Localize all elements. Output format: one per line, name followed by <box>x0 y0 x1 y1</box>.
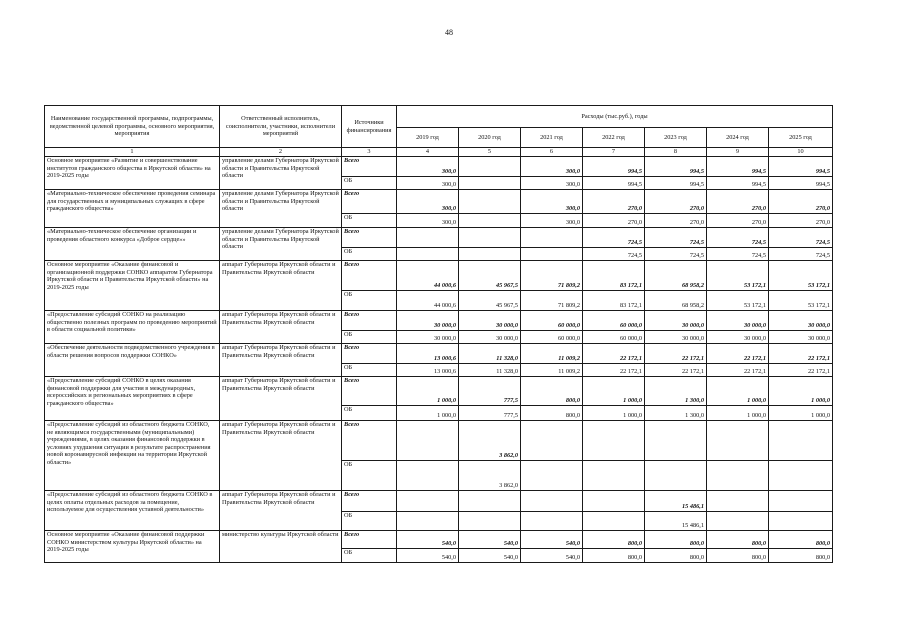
ob-value: 60 000,0 <box>521 331 583 344</box>
header-year: 2025 год <box>769 128 833 148</box>
ob-value: 724,5 <box>707 248 769 261</box>
ob-value: 71 809,2 <box>521 291 583 311</box>
table-row <box>45 157 833 177</box>
ob-value <box>583 461 645 491</box>
table-row <box>45 311 833 331</box>
table-row <box>45 261 833 291</box>
total-value: 83 172,1 <box>583 261 645 291</box>
row-responsible: аппарат Губернатора Иркутской области и Правительства Иркутской области <box>220 344 342 377</box>
ob-value: 777,5 <box>459 406 521 421</box>
total-value: 300,0 <box>521 157 583 177</box>
row-responsible: аппарат Губернатора Иркутской области и Правительства Иркутской области <box>220 261 342 311</box>
ob-value <box>707 512 769 531</box>
page-number: 48 <box>445 28 453 37</box>
ob-value: 15 486,1 <box>645 512 707 531</box>
total-value: 724,5 <box>707 228 769 248</box>
column-number: 4 <box>397 148 459 157</box>
ob-value: 30 000,0 <box>707 331 769 344</box>
column-number: 5 <box>459 148 521 157</box>
row-name: «Предоставление субсидий СОНКО в целях оказания финансовой поддержки для участия в международных, всероссийских и региональных мероприятиях в сфере гражданского общества» <box>45 377 220 421</box>
row-responsible: аппарат Губернатора Иркутской области и Правительства Иркутской области <box>220 311 342 344</box>
total-value <box>397 491 459 512</box>
ob-value: 53 172,1 <box>707 291 769 311</box>
total-value <box>459 491 521 512</box>
source-total-label: Всего <box>344 261 360 268</box>
source-total-label: Всего <box>344 190 360 197</box>
ob-value <box>645 461 707 491</box>
row-responsible: управление делами Губернатора Иркутской области и Правительства Иркутской области <box>220 157 342 190</box>
total-value: 11 009,2 <box>521 344 583 364</box>
ob-value: 13 000,6 <box>397 364 459 377</box>
source-ob: ОБ <box>342 331 397 344</box>
source-total-label: Всего <box>344 491 360 498</box>
source-ob: ОБ <box>342 461 397 491</box>
ob-value: 800,0 <box>707 549 769 563</box>
ob-value: 30 000,0 <box>459 331 521 344</box>
ob-value: 30 000,0 <box>397 331 459 344</box>
ob-value: 11 328,0 <box>459 364 521 377</box>
column-number: 10 <box>769 148 833 157</box>
ob-value <box>521 512 583 531</box>
total-value <box>583 491 645 512</box>
source-ob: ОБ <box>342 214 397 228</box>
total-value: 1 000,0 <box>769 377 833 406</box>
source-total <box>342 261 397 291</box>
column-number: 8 <box>645 148 707 157</box>
header-year: 2020 год <box>459 128 521 148</box>
ob-value <box>459 248 521 261</box>
total-value: 30 000,0 <box>707 311 769 331</box>
ob-value: 1 000,0 <box>769 406 833 421</box>
table-row <box>45 190 833 214</box>
source-total <box>342 491 397 512</box>
source-ob: ОБ <box>342 248 397 261</box>
table-row <box>45 531 833 549</box>
ob-value: 994,5 <box>583 177 645 190</box>
row-name: Основное мероприятие «Оказание финансовой и организационной поддержки СОНКО аппаратом Губернатора Иркутской области и Правительства Иркутской области» на 2019-2025 годы <box>45 261 220 311</box>
ob-value: 800,0 <box>583 549 645 563</box>
table-row <box>45 421 833 461</box>
total-value <box>583 421 645 461</box>
ob-value <box>769 512 833 531</box>
total-value: 30 000,0 <box>459 311 521 331</box>
ob-value: 540,0 <box>459 549 521 563</box>
total-value: 994,5 <box>583 157 645 177</box>
header-year: 2023 год <box>645 128 707 148</box>
source-total-label: Всего <box>344 531 360 538</box>
row-name: «Предоставление субсидий СОНКО на реализацию общественно полезных программ по проведению мероприятий в области социальной политики» <box>45 311 220 344</box>
ob-value <box>459 512 521 531</box>
total-value: 53 172,1 <box>707 261 769 291</box>
source-total-label: Всего <box>344 311 360 318</box>
table-row <box>45 491 833 512</box>
source-ob: ОБ <box>342 364 397 377</box>
header-source: Источники финансирования <box>342 106 397 148</box>
header-year: 2021 год <box>521 128 583 148</box>
source-total-label: Всего <box>344 157 360 164</box>
ob-value: 22 172,1 <box>707 364 769 377</box>
total-value: 1 000,0 <box>583 377 645 406</box>
total-value <box>707 491 769 512</box>
total-value: 800,0 <box>645 531 707 549</box>
total-value: 1 000,0 <box>707 377 769 406</box>
source-total <box>342 531 397 549</box>
total-value: 11 328,0 <box>459 344 521 364</box>
total-value: 13 000,6 <box>397 344 459 364</box>
total-value: 15 486,1 <box>645 491 707 512</box>
ob-value: 800,0 <box>521 406 583 421</box>
column-number: 1 <box>45 148 220 157</box>
budget-table <box>44 105 833 563</box>
ob-value: 44 000,6 <box>397 291 459 311</box>
total-value <box>769 421 833 461</box>
total-value: 270,0 <box>769 190 833 214</box>
total-value: 800,0 <box>707 531 769 549</box>
ob-value: 53 172,1 <box>769 291 833 311</box>
source-ob: ОБ <box>342 512 397 531</box>
ob-value: 800,0 <box>769 549 833 563</box>
source-total <box>342 157 397 177</box>
total-value: 300,0 <box>521 190 583 214</box>
ob-value: 994,5 <box>769 177 833 190</box>
total-value: 300,0 <box>397 157 459 177</box>
ob-value: 724,5 <box>583 248 645 261</box>
row-responsible: аппарат Губернатора Иркутской области и Правительства Иркутской области <box>220 377 342 421</box>
total-value: 724,5 <box>583 228 645 248</box>
ob-value: 22 172,1 <box>769 364 833 377</box>
ob-value: 3 862,0 <box>459 461 521 491</box>
total-value: 540,0 <box>397 531 459 549</box>
row-responsible: аппарат Губернатора Иркутской области и Правительства Иркутской области <box>220 491 342 531</box>
total-value: 60 000,0 <box>521 311 583 331</box>
ob-value <box>397 512 459 531</box>
column-number: 2 <box>220 148 342 157</box>
ob-value <box>397 248 459 261</box>
total-value: 1 300,0 <box>645 377 707 406</box>
total-value <box>769 491 833 512</box>
ob-value <box>707 461 769 491</box>
header-name: Наименование государственной программы, подпрограммы, ведомственной целевой программы, основного мероприятия, мероприятия <box>45 106 220 148</box>
total-value <box>521 421 583 461</box>
total-value <box>397 228 459 248</box>
total-value: 724,5 <box>769 228 833 248</box>
total-value: 30 000,0 <box>645 311 707 331</box>
total-value: 300,0 <box>397 190 459 214</box>
ob-value: 30 000,0 <box>769 331 833 344</box>
ob-value: 800,0 <box>645 549 707 563</box>
ob-value: 1 000,0 <box>707 406 769 421</box>
total-value: 994,5 <box>707 157 769 177</box>
column-number: 3 <box>342 148 397 157</box>
total-value <box>397 421 459 461</box>
ob-value <box>521 461 583 491</box>
row-name: Основное мероприятие «Оказание финансовой поддержки СОНКО министерством культуры Иркутской области» на 2019-2025 годы <box>45 531 220 563</box>
header-year: 2019 год <box>397 128 459 148</box>
total-value: 22 172,1 <box>645 344 707 364</box>
source-total-label: Всего <box>344 344 360 351</box>
total-value: 53 172,1 <box>769 261 833 291</box>
ob-value: 60 000,0 <box>583 331 645 344</box>
source-total <box>342 311 397 331</box>
ob-value: 270,0 <box>707 214 769 228</box>
row-name: «Предоставление субсидий из областного бюджета СОНКО в целях оплаты отдельных расходов за помещение, используемое для осуществления уставной деятельности» <box>45 491 220 531</box>
source-total <box>342 344 397 364</box>
total-value: 724,5 <box>645 228 707 248</box>
ob-value: 300,0 <box>521 214 583 228</box>
total-value: 68 958,2 <box>645 261 707 291</box>
ob-value: 22 172,1 <box>583 364 645 377</box>
column-number: 9 <box>707 148 769 157</box>
total-value: 30 000,0 <box>769 311 833 331</box>
total-value <box>521 228 583 248</box>
ob-value: 1 000,0 <box>397 406 459 421</box>
ob-value: 270,0 <box>645 214 707 228</box>
total-value: 44 000,6 <box>397 261 459 291</box>
total-value: 540,0 <box>459 531 521 549</box>
source-total-label: Всего <box>344 228 360 235</box>
row-name: «Предоставление субсидий из областного бюджета СОНКО, не являющимся государственными (муниципальными) учреждениями, в целях оказания финансовой поддержки в условиях ухудшения ситуации в результате распространения новой коронавирусной инфекции на территории Иркутской области» <box>45 421 220 491</box>
total-value: 270,0 <box>645 190 707 214</box>
ob-value: 300,0 <box>397 214 459 228</box>
table-row <box>45 377 833 406</box>
ob-value <box>397 461 459 491</box>
ob-value <box>459 177 521 190</box>
source-total-label: Всего <box>344 377 360 384</box>
header-year: 2022 год <box>583 128 645 148</box>
ob-value: 83 172,1 <box>583 291 645 311</box>
header-year: 2024 год <box>707 128 769 148</box>
total-value <box>521 491 583 512</box>
total-value: 270,0 <box>583 190 645 214</box>
total-value <box>707 421 769 461</box>
source-total <box>342 377 397 406</box>
ob-value: 270,0 <box>769 214 833 228</box>
ob-value: 994,5 <box>645 177 707 190</box>
ob-value: 724,5 <box>645 248 707 261</box>
row-name: «Обеспечение деятельности подведомственного учреждения в области решения вопросов поддержки СОНКО» <box>45 344 220 377</box>
total-value: 994,5 <box>645 157 707 177</box>
total-value: 71 809,2 <box>521 261 583 291</box>
ob-value: 1 000,0 <box>583 406 645 421</box>
row-responsible: министерство культуры Иркутской области <box>220 531 342 563</box>
source-ob: ОБ <box>342 406 397 421</box>
source-total <box>342 190 397 214</box>
ob-value: 68 958,2 <box>645 291 707 311</box>
total-value: 22 172,1 <box>707 344 769 364</box>
total-value: 800,0 <box>583 531 645 549</box>
row-name: Основное мероприятие «Развитие и совершенствование институтов гражданского общества в Иркутской области» на 2019-2025 годы <box>45 157 220 190</box>
total-value: 45 967,5 <box>459 261 521 291</box>
ob-value: 540,0 <box>397 549 459 563</box>
ob-value: 724,5 <box>769 248 833 261</box>
row-name: «Материально-техническое обеспечение организации и проведения областного конкурса «Доброе сердце»» <box>45 228 220 261</box>
ob-value: 270,0 <box>583 214 645 228</box>
ob-value: 300,0 <box>521 177 583 190</box>
header-expenses: Расходы (тыс.руб.), годы <box>397 106 833 128</box>
table-row <box>45 228 833 248</box>
total-value: 540,0 <box>521 531 583 549</box>
ob-value <box>583 512 645 531</box>
total-value: 22 172,1 <box>583 344 645 364</box>
ob-value: 1 300,0 <box>645 406 707 421</box>
total-value: 3 862,0 <box>459 421 521 461</box>
total-value: 800,0 <box>769 531 833 549</box>
row-name: «Материально-техническое обеспечение проведения семинара для государственных и муниципальных служащих в сфере гражданского общества» <box>45 190 220 228</box>
total-value <box>459 157 521 177</box>
ob-value: 540,0 <box>521 549 583 563</box>
total-value <box>459 228 521 248</box>
total-value: 30 000,0 <box>397 311 459 331</box>
source-ob: ОБ <box>342 177 397 190</box>
total-value: 800,0 <box>521 377 583 406</box>
ob-value: 30 000,0 <box>645 331 707 344</box>
ob-value: 11 009,2 <box>521 364 583 377</box>
ob-value: 22 172,1 <box>645 364 707 377</box>
column-number: 6 <box>521 148 583 157</box>
ob-value <box>769 461 833 491</box>
ob-value: 45 967,5 <box>459 291 521 311</box>
row-responsible: управление делами Губернатора Иркутской области и Правительства Иркутской области <box>220 190 342 228</box>
source-total <box>342 421 397 461</box>
row-responsible: управление делами Губернатора Иркутской области и Правительства Иркутской области <box>220 228 342 261</box>
total-value: 994,5 <box>769 157 833 177</box>
source-ob: ОБ <box>342 549 397 563</box>
header-responsible: Ответственный исполнитель, соисполнители, участники, исполнители мероприятий <box>220 106 342 148</box>
total-value <box>645 421 707 461</box>
table-row <box>45 344 833 364</box>
total-value: 60 000,0 <box>583 311 645 331</box>
ob-value <box>459 214 521 228</box>
total-value <box>459 190 521 214</box>
ob-value: 300,0 <box>397 177 459 190</box>
ob-value: 994,5 <box>707 177 769 190</box>
total-value: 22 172,1 <box>769 344 833 364</box>
source-total-label: Всего <box>344 421 360 428</box>
row-responsible: аппарат Губернатора Иркутской области и Правительства Иркутской области <box>220 421 342 491</box>
source-total <box>342 228 397 248</box>
total-value: 777,5 <box>459 377 521 406</box>
ob-value <box>521 248 583 261</box>
total-value: 1 000,0 <box>397 377 459 406</box>
column-number: 7 <box>583 148 645 157</box>
source-ob: ОБ <box>342 291 397 311</box>
total-value: 270,0 <box>707 190 769 214</box>
